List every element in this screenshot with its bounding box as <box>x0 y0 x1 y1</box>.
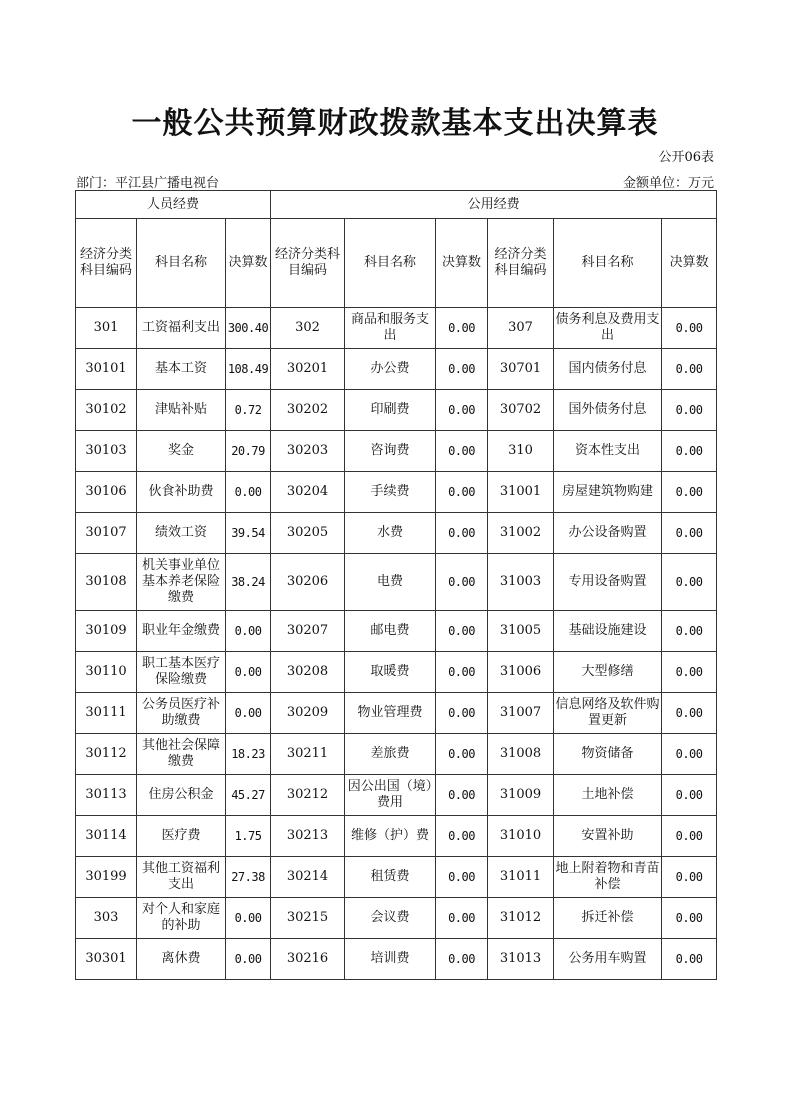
personnel-group-header: 人员经费 <box>76 191 271 219</box>
amount-cell: 0.00 <box>662 513 717 554</box>
name-cell: 债务利息及费用支出 <box>554 308 662 349</box>
amount-cell: 0.00 <box>436 390 488 431</box>
amount-cell: 0.00 <box>436 775 488 816</box>
amount-cell: 0.00 <box>436 513 488 554</box>
code-cell: 30701 <box>488 349 554 390</box>
amount-cell: 0.00 <box>662 554 717 611</box>
amount-cell: 0.00 <box>436 898 488 939</box>
table-row <box>76 652 717 693</box>
name-cell: 土地补偿 <box>554 775 662 816</box>
code-cell: 30209 <box>271 693 345 734</box>
code-cell: 30113 <box>76 775 137 816</box>
table-row <box>76 308 717 349</box>
code-cell: 31003 <box>488 554 554 611</box>
name-cell: 办公设备购置 <box>554 513 662 554</box>
name-cell: 基础设施建设 <box>554 611 662 652</box>
name-cell: 工资福利支出 <box>137 308 226 349</box>
amount-cell: 108.49 <box>226 349 271 390</box>
name-cell: 公务用车购置 <box>554 939 662 980</box>
amount-cell: 0.00 <box>662 308 717 349</box>
amount-cell: 0.00 <box>436 554 488 611</box>
table-row <box>76 431 717 472</box>
code-cell: 30114 <box>76 816 137 857</box>
name-cell: 国内债务付息 <box>554 349 662 390</box>
name-cell: 手续费 <box>345 472 436 513</box>
col-header-name: 科目名称 <box>345 219 436 308</box>
code-cell: 30111 <box>76 693 137 734</box>
name-cell: 其他工资福利支出 <box>137 857 226 898</box>
name-cell: 基本工资 <box>137 349 226 390</box>
code-cell: 30106 <box>76 472 137 513</box>
code-cell: 30208 <box>271 652 345 693</box>
code-cell: 31011 <box>488 857 554 898</box>
name-cell: 维修（护）费 <box>345 816 436 857</box>
department-label: 部门：平江县广播电视台 <box>76 176 220 191</box>
code-cell: 31013 <box>488 939 554 980</box>
name-cell: 物资储备 <box>554 734 662 775</box>
amount-cell: 0.00 <box>436 349 488 390</box>
amount-cell: 0.00 <box>436 816 488 857</box>
amount-cell: 27.38 <box>226 857 271 898</box>
amount-cell: 0.00 <box>436 431 488 472</box>
code-cell: 31010 <box>488 816 554 857</box>
code-cell: 30204 <box>271 472 345 513</box>
col-header-code: 经济分类科目编码 <box>271 219 345 308</box>
table-row <box>76 939 717 980</box>
name-cell: 职业年金缴费 <box>137 611 226 652</box>
amount-cell: 0.00 <box>226 693 271 734</box>
code-cell: 30206 <box>271 554 345 611</box>
code-cell: 31008 <box>488 734 554 775</box>
table-row <box>76 693 717 734</box>
name-cell: 信息网络及软件购置更新 <box>554 693 662 734</box>
name-cell: 对个人和家庭的补助 <box>137 898 226 939</box>
col-header-name: 科目名称 <box>137 219 226 308</box>
name-cell: 邮电费 <box>345 611 436 652</box>
amount-cell: 0.00 <box>436 693 488 734</box>
code-cell: 30102 <box>76 390 137 431</box>
table-row <box>76 390 717 431</box>
code-cell: 310 <box>488 431 554 472</box>
amount-cell: 300.40 <box>226 308 271 349</box>
code-cell: 307 <box>488 308 554 349</box>
col-header-amount: 决算数 <box>662 219 717 308</box>
table-row <box>76 734 717 775</box>
amount-cell: 0.00 <box>662 652 717 693</box>
amount-cell: 45.27 <box>226 775 271 816</box>
name-cell: 其他社会保障缴费 <box>137 734 226 775</box>
amount-cell: 39.54 <box>226 513 271 554</box>
amount-cell: 0.00 <box>662 431 717 472</box>
code-cell: 30201 <box>271 349 345 390</box>
code-cell: 30211 <box>271 734 345 775</box>
code-cell: 31001 <box>488 472 554 513</box>
name-cell: 因公出国（境）费用 <box>345 775 436 816</box>
code-cell: 31012 <box>488 898 554 939</box>
amount-cell: 0.00 <box>226 939 271 980</box>
amount-cell: 0.72 <box>226 390 271 431</box>
col-header-code: 经济分类科目编码 <box>76 219 137 308</box>
name-cell: 离休费 <box>137 939 226 980</box>
amount-cell: 20.79 <box>226 431 271 472</box>
code-cell: 30702 <box>488 390 554 431</box>
code-cell: 30205 <box>271 513 345 554</box>
name-cell: 水费 <box>345 513 436 554</box>
name-cell: 培训费 <box>345 939 436 980</box>
amount-cell: 0.00 <box>436 939 488 980</box>
code-cell: 30109 <box>76 611 137 652</box>
code-cell: 30301 <box>76 939 137 980</box>
code-cell: 31006 <box>488 652 554 693</box>
amount-cell: 0.00 <box>226 652 271 693</box>
name-cell: 国外债务付息 <box>554 390 662 431</box>
name-cell: 资本性支出 <box>554 431 662 472</box>
amount-cell: 0.00 <box>662 349 717 390</box>
amount-cell: 0.00 <box>662 898 717 939</box>
code-cell: 30110 <box>76 652 137 693</box>
code-cell: 30207 <box>271 611 345 652</box>
code-cell: 30103 <box>76 431 137 472</box>
amount-cell: 0.00 <box>226 898 271 939</box>
table-row <box>76 857 717 898</box>
code-cell: 30108 <box>76 554 137 611</box>
table-row <box>76 513 717 554</box>
amount-cell: 1.75 <box>226 816 271 857</box>
name-cell: 大型修缮 <box>554 652 662 693</box>
table-row <box>76 554 717 611</box>
code-cell: 30203 <box>271 431 345 472</box>
public-group-header: 公用经费 <box>271 191 717 219</box>
code-cell: 301 <box>76 308 137 349</box>
amount-cell: 0.00 <box>436 611 488 652</box>
code-cell: 30202 <box>271 390 345 431</box>
name-cell: 职工基本医疗保险缴费 <box>137 652 226 693</box>
code-cell: 30216 <box>271 939 345 980</box>
name-cell: 会议费 <box>345 898 436 939</box>
name-cell: 拆迁补偿 <box>554 898 662 939</box>
code-cell: 31002 <box>488 513 554 554</box>
amount-cell: 0.00 <box>662 857 717 898</box>
name-cell: 房屋建筑物购建 <box>554 472 662 513</box>
col-header-code: 经济分类科目编码 <box>488 219 554 308</box>
name-cell: 安置补助 <box>554 816 662 857</box>
name-cell: 租赁费 <box>345 857 436 898</box>
amount-cell: 0.00 <box>662 472 717 513</box>
table-row <box>76 775 717 816</box>
table-row <box>76 898 717 939</box>
amount-cell: 0.00 <box>662 611 717 652</box>
table-row <box>76 611 717 652</box>
code-cell: 30112 <box>76 734 137 775</box>
code-cell: 302 <box>271 308 345 349</box>
name-cell: 专用设备购置 <box>554 554 662 611</box>
expenditure-table <box>75 190 717 980</box>
table-row <box>76 349 717 390</box>
code-cell: 31005 <box>488 611 554 652</box>
col-header-name: 科目名称 <box>554 219 662 308</box>
name-cell: 印刷费 <box>345 390 436 431</box>
amount-cell: 0.00 <box>662 390 717 431</box>
table-row <box>76 816 717 857</box>
name-cell: 咨询费 <box>345 431 436 472</box>
name-cell: 办公费 <box>345 349 436 390</box>
name-cell: 机关事业单位基本养老保险缴费 <box>137 554 226 611</box>
col-header-amount: 决算数 <box>226 219 271 308</box>
page-title: 一般公共预算财政拨款基本支出决算表 <box>131 106 659 141</box>
amount-cell: 0.00 <box>662 734 717 775</box>
name-cell: 商品和服务支出 <box>345 308 436 349</box>
col-header-amount: 决算数 <box>436 219 488 308</box>
code-cell: 31009 <box>488 775 554 816</box>
code-cell: 303 <box>76 898 137 939</box>
amount-unit-label: 金额单位：万元 <box>622 176 714 191</box>
amount-cell: 0.00 <box>226 472 271 513</box>
code-cell: 30107 <box>76 513 137 554</box>
name-cell: 取暖费 <box>345 652 436 693</box>
name-cell: 地上附着物和青苗补偿 <box>554 857 662 898</box>
name-cell: 津贴补贴 <box>137 390 226 431</box>
name-cell: 物业管理费 <box>345 693 436 734</box>
amount-cell: 38.24 <box>226 554 271 611</box>
amount-cell: 0.00 <box>436 857 488 898</box>
name-cell: 电费 <box>345 554 436 611</box>
amount-cell: 0.00 <box>436 472 488 513</box>
name-cell: 绩效工资 <box>137 513 226 554</box>
amount-cell: 0.00 <box>226 611 271 652</box>
name-cell: 奖金 <box>137 431 226 472</box>
name-cell: 医疗费 <box>137 816 226 857</box>
name-cell: 住房公积金 <box>137 775 226 816</box>
code-cell: 30101 <box>76 349 137 390</box>
amount-cell: 18.23 <box>226 734 271 775</box>
code-cell: 30199 <box>76 857 137 898</box>
amount-cell: 0.00 <box>436 308 488 349</box>
table-row <box>76 472 717 513</box>
amount-cell: 0.00 <box>662 693 717 734</box>
name-cell: 伙食补助费 <box>137 472 226 513</box>
code-cell: 30215 <box>271 898 345 939</box>
name-cell: 公务员医疗补助缴费 <box>137 693 226 734</box>
amount-cell: 0.00 <box>662 775 717 816</box>
code-cell: 31007 <box>488 693 554 734</box>
name-cell: 差旅费 <box>345 734 436 775</box>
form-number: 公开06表 <box>658 150 714 165</box>
code-cell: 30213 <box>271 816 345 857</box>
code-cell: 30212 <box>271 775 345 816</box>
amount-cell: 0.00 <box>436 652 488 693</box>
amount-cell: 0.00 <box>662 939 717 980</box>
amount-cell: 0.00 <box>436 734 488 775</box>
code-cell: 30214 <box>271 857 345 898</box>
amount-cell: 0.00 <box>662 816 717 857</box>
